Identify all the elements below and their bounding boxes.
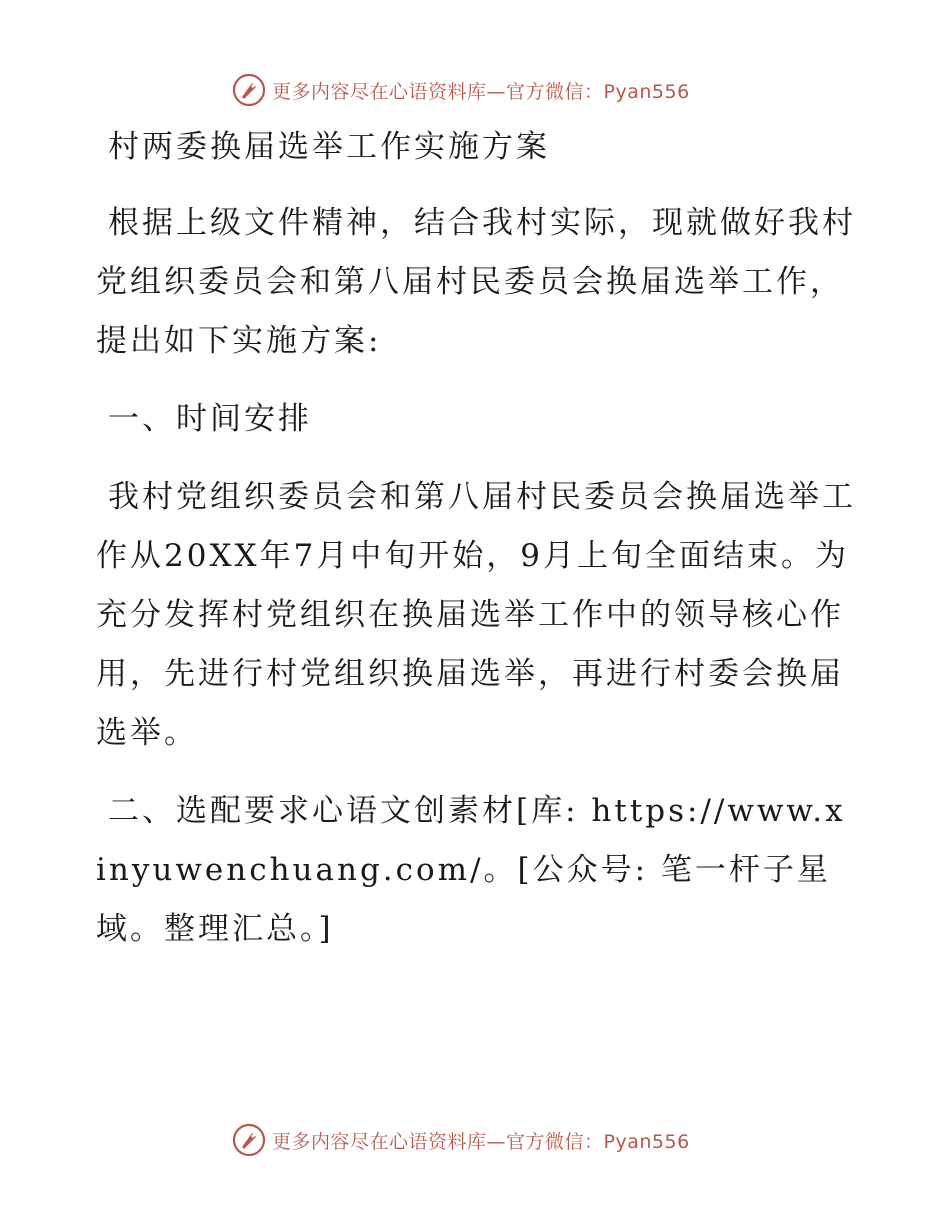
banner-text: 更多内容尽在心语资料库—官方微信：Pyan556 (272, 80, 690, 103)
banner-text: 更多内容尽在心语资料库—官方微信：Pyan556 (272, 1130, 690, 1153)
header-banner (232, 70, 712, 110)
footer-banner (232, 1120, 712, 1160)
section-heading-requirements: 二、选配要求心语文创素材[库: https://www.xinyuwenchuang.com/。[公众号: 笔一杆子星域。整理汇总。] (96, 793, 846, 947)
document-title: 村两委换届选举工作实施方案 (108, 129, 550, 165)
document-body (96, 194, 856, 978)
intro-paragraph: 根据上级文件精神，结合我村实际，现就做好我村党组织委员会和第八届村民委员会换届选举工作，提出如下实施方案: (96, 205, 856, 359)
pen-nib-icon (232, 73, 266, 107)
pen-nib-icon (232, 1123, 266, 1157)
section-heading-time: 一、时间安排 (108, 401, 312, 437)
time-arrangement-paragraph: 我村党组织委员会和第八届村民委员会换届选举工作从20XX年7月中旬开始，9月上旬全面结束。为充分发挥村党组织在换届选举工作中的领导核心作用，先进行村党组织换届选举，再进行村委会换届选举。 (96, 479, 856, 751)
